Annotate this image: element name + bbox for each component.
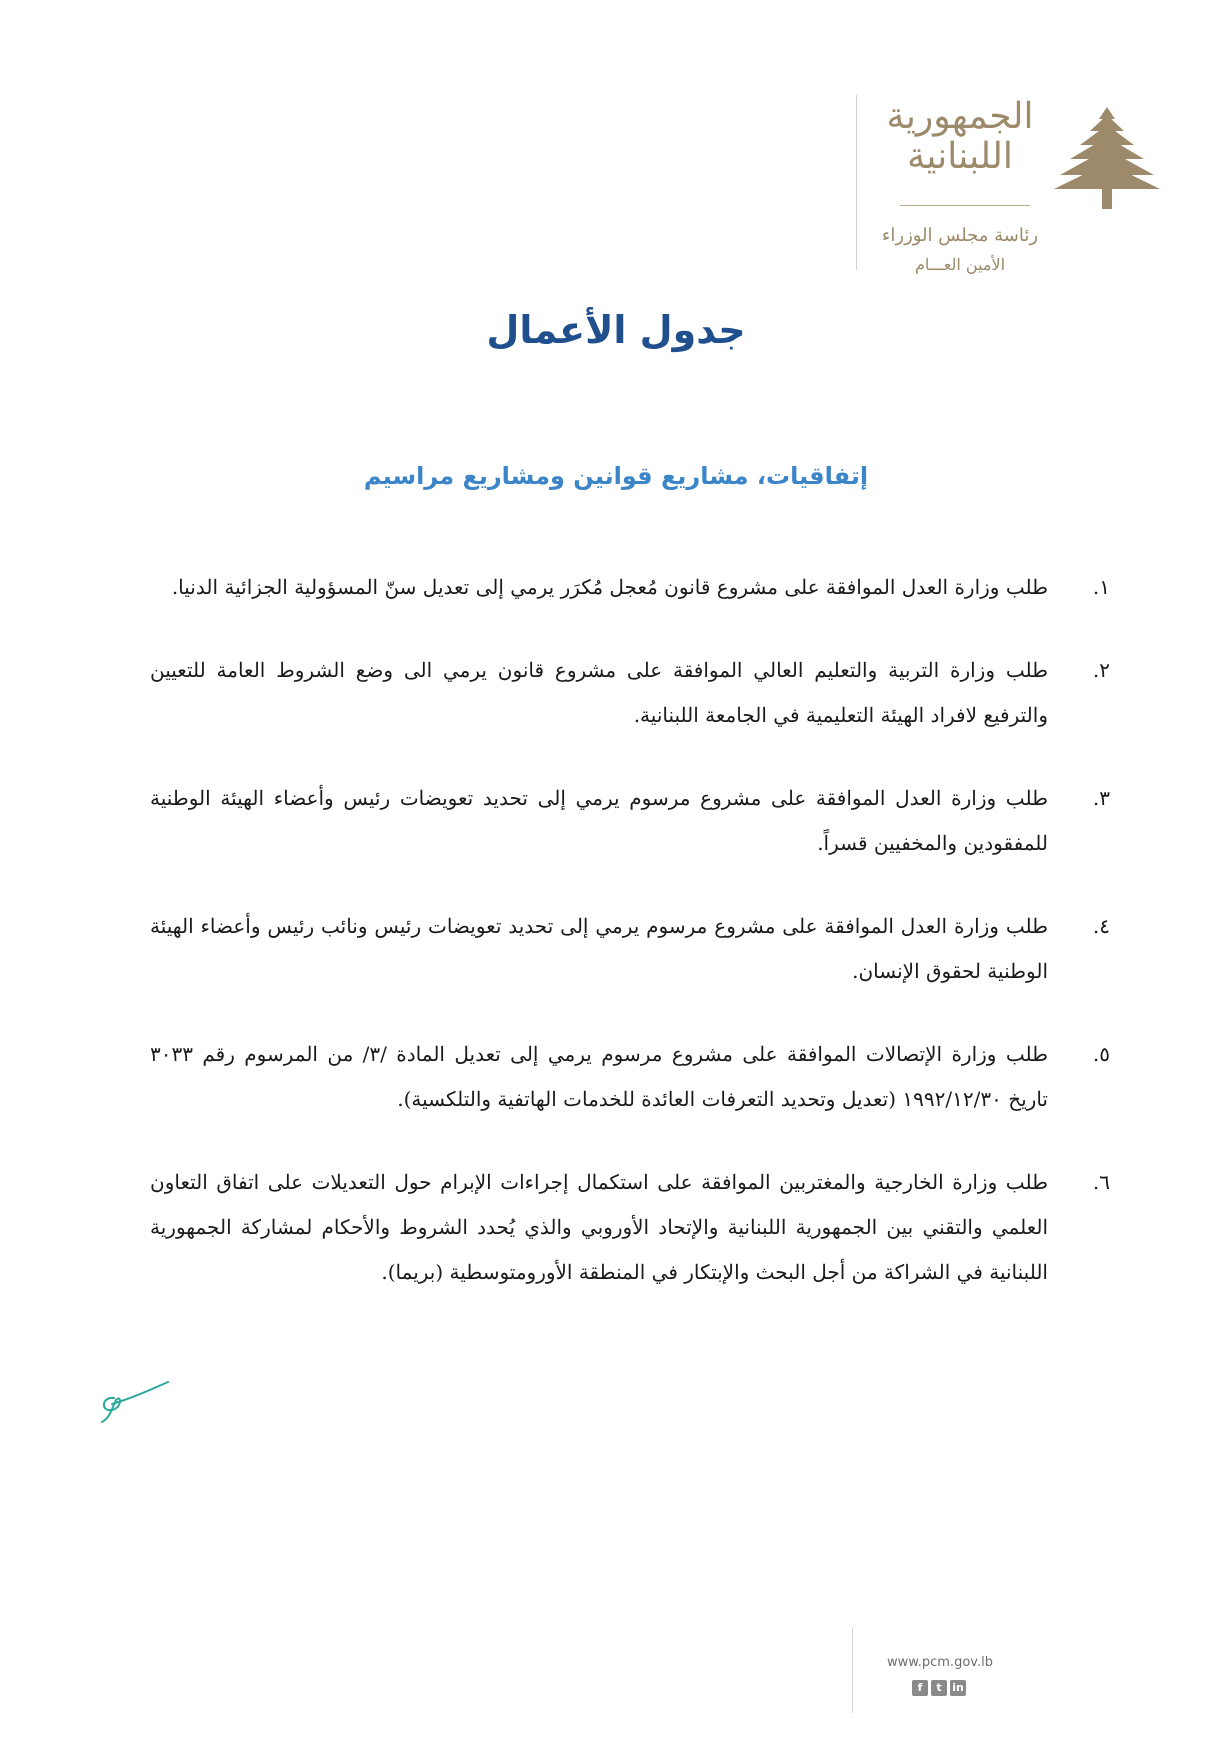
agenda-item [150,1032,1110,1122]
facebook-icon: f [912,1680,928,1696]
item-number: ٣. [1092,786,1110,810]
item-number: ٢. [1092,658,1110,682]
linkedin-icon: in [950,1680,966,1696]
page-title: جدول الأعمال [486,308,746,352]
item-number: ٦. [1092,1170,1110,1194]
header-divider [856,95,857,270]
republic-line-2: اللبنانية [907,136,1013,177]
footer-divider [852,1628,853,1713]
item-text: طلب وزارة العدل الموافقة على مشروع قانون مُعجل مُكرَر يرمي إلى تعديل سنّ المسؤولية الجزائية الدنيا. [171,575,1048,599]
republic-line-1: الجمهورية [886,96,1034,137]
social-icons [912,1680,966,1696]
footer-website: www.pcm.gov.lb [887,1655,993,1670]
item-number: ١. [1092,575,1110,599]
agenda-item [150,1160,1110,1295]
cedar-icon [1052,105,1162,213]
item-text: طلب وزارة التربية والتعليم العالي الموافقة على مشروع قانون يرمي الى وضع الشروط العامة للتعيين والترفيع لافراد الهيئة التعليمية في الجامعة اللبنانية. [150,658,1048,727]
item-text: طلب وزارة العدل الموافقة على مشروع مرسوم يرمي إلى تحديد تعويضات رئيس وأعضاء الهيئة الوطنية للمفقودين والمخفيين قسراً. [150,786,1048,855]
agenda-item [150,776,1110,866]
letterhead [880,95,1170,305]
emblem-rule [900,205,1030,206]
presidency-label: رئاسة مجلس الوزراء [881,225,1039,246]
item-number: ٥. [1092,1042,1110,1066]
signature-mark [92,1378,172,1424]
agenda-item [150,904,1110,994]
item-text: طلب وزارة العدل الموافقة على مشروع مرسوم يرمي إلى تحديد تعويضات رئيس ونائب رئيس وأعضاء الهيئة الوطنية لحقوق الإنسان. [150,914,1048,983]
agenda-item [150,565,1110,610]
twitter-icon: t [931,1680,947,1696]
section-heading: إتفاقيات، مشاريع قوانين ومشاريع مراسيم [363,462,869,490]
republic-emblem-text [880,97,1040,177]
item-number: ٤. [1092,914,1110,938]
agenda-item [150,648,1110,738]
agenda-list [150,565,1110,1333]
item-text: طلب وزارة الإتصالات الموافقة على مشروع مرسوم يرمي إلى تعديل المادة /٣/ من المرسوم رقم ٣٠٣٣ تاريخ ١٩٩٢/١٢/٣٠ (تعديل وتحديد التعرفات العائدة للخدمات الهاتفية والتلكسية). [150,1042,1049,1111]
item-text: طلب وزارة الخارجية والمغتربين الموافقة على استكمال إجراءات الإبرام حول التعديلات على اتفاق التعاون العلمي والتقني بين الجمهورية اللبنانية والإتحاد الأوروبي والذي يُحدد الشروط والأحكام لمشاركة الجمهورية اللبنانية في الشراكة من أجل البحث والإبتكار في المنطقة الأورومتوسطية (بريما). [150,1170,1048,1284]
secretary-label: الأمين العـــام [914,255,1006,274]
